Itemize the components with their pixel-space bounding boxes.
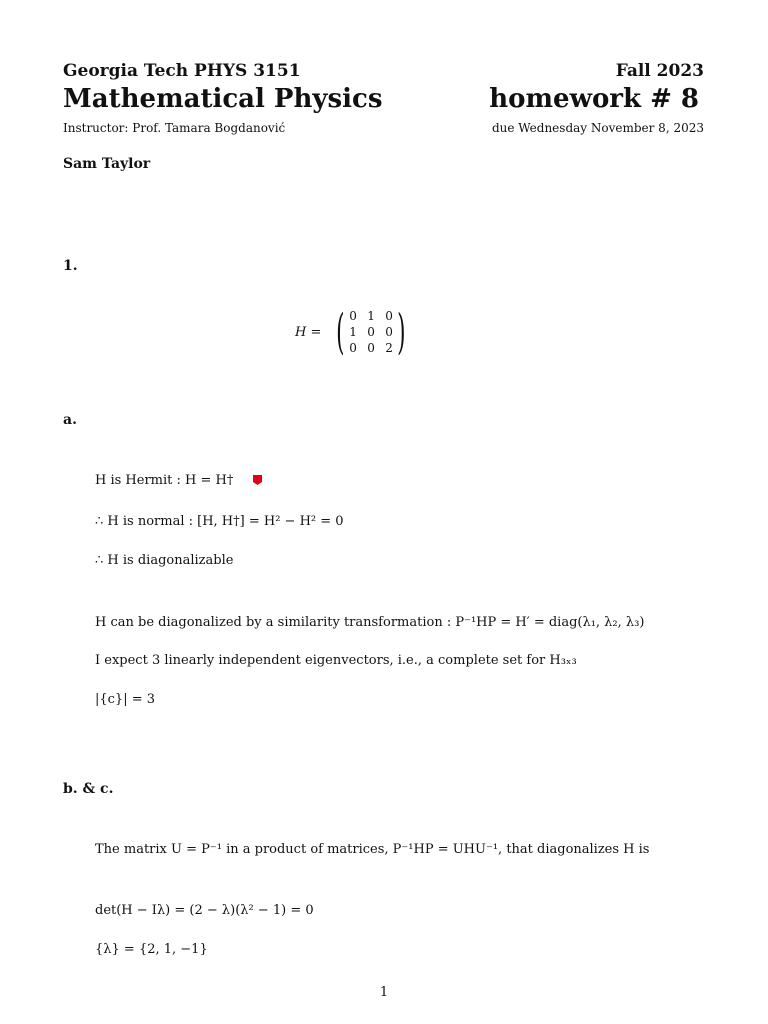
part-a-label: a.	[63, 412, 77, 428]
similarity-statement: H can be diagonalized by a similarity transformation : P⁻¹HP = H′ = diag(λ₁, λ₂, λ₃)	[95, 615, 645, 630]
normal-statement: ∴ H is normal : [H, H†] = H² − H² = 0	[95, 514, 344, 529]
characteristic-equation: det(H − Iλ) = (2 − λ)(λ² − 1) = 0	[95, 903, 314, 918]
eigenvector-statement: I expect 3 linearly independent eigenvectors, i.e., a complete set for H₃ₓ₃	[95, 653, 577, 668]
matrix-cell: 0	[349, 309, 357, 323]
course-name: Georgia Tech PHYS 3151	[63, 61, 301, 81]
matrix-H	[344, 308, 398, 356]
qed-marker-icon	[253, 475, 262, 485]
part-bc-label: b. & c.	[63, 781, 114, 797]
right-paren: )	[397, 304, 406, 360]
matrix-u-statement: The matrix U = P⁻¹ in a product of matrices, P⁻¹HP = UHU⁻¹, that diagonalizes H is	[95, 842, 650, 857]
student-name: Sam Taylor	[63, 156, 151, 172]
matrix-cell: 0	[385, 325, 393, 339]
matrix-label: H =	[295, 324, 322, 340]
left-paren: (	[336, 304, 345, 360]
homework-number: homework # 8	[489, 84, 699, 114]
instructor: Instructor: Prof. Tamara Bogdanović	[63, 121, 286, 135]
page-number: 1	[379, 985, 389, 1000]
matrix-cell: 0	[349, 341, 357, 355]
problem-number: 1.	[63, 258, 78, 274]
matrix-cell: 1	[349, 325, 357, 339]
diagonalizable-statement: ∴ H is diagonalizable	[95, 553, 234, 568]
eigenvalue-set: {λ} = {2, 1, −1}	[95, 942, 208, 957]
matrix-cell: 0	[385, 309, 393, 323]
matrix-cell: 2	[385, 341, 393, 355]
due-date: due Wednesday November 8, 2023	[491, 121, 704, 135]
course-title: Mathematical Physics	[63, 84, 383, 114]
cardinality-statement: |{c}| = 3	[95, 692, 156, 707]
matrix-cell: 0	[367, 325, 375, 339]
hermitian-statement: H is Hermit : H = H†	[95, 473, 234, 488]
matrix-cell: 1	[367, 309, 375, 323]
matrix-equation	[295, 306, 411, 358]
term: Fall 2023	[615, 61, 704, 81]
matrix-cell: 0	[367, 341, 375, 355]
